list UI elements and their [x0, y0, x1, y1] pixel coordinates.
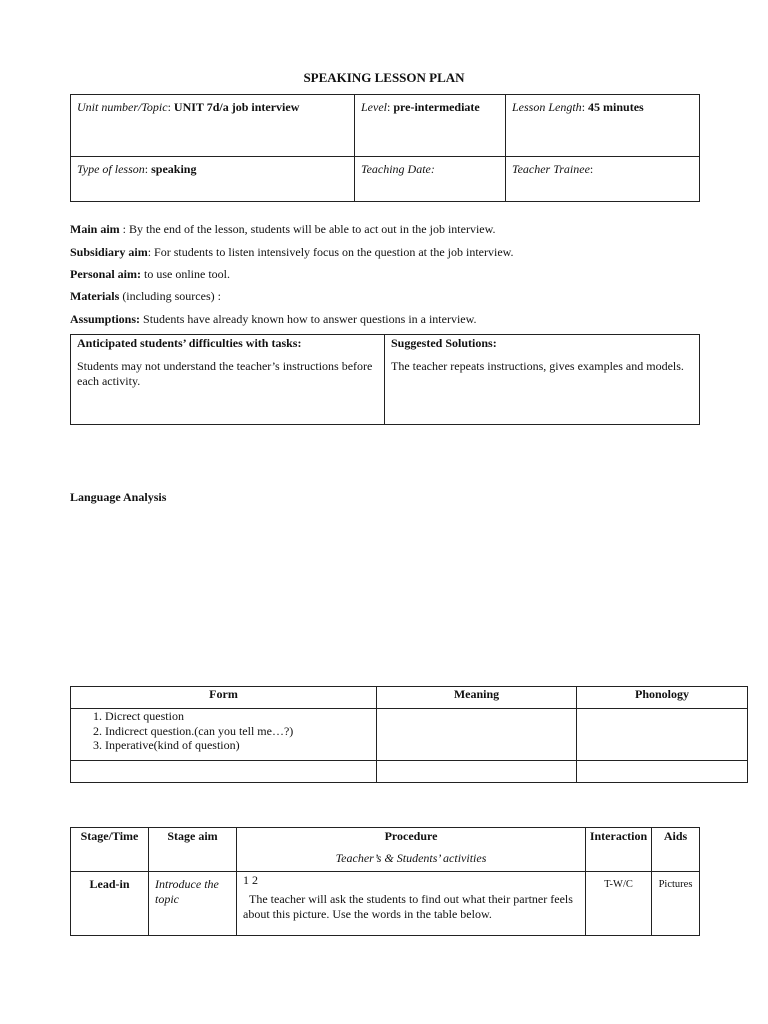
type-label: Type of lesson — [77, 162, 145, 176]
length-cell: Lesson Length: 45 minutes — [506, 95, 700, 157]
subsidiary-aim-text: : For students to listen intensively focus on the question at the job interview. — [147, 245, 514, 259]
form-cell — [71, 709, 377, 761]
stages-table — [70, 827, 700, 936]
trainee-cell: Teacher Trainee: — [506, 157, 700, 202]
list-item: 1. Dicrect question — [105, 709, 370, 724]
difficulties-table — [70, 334, 700, 425]
date-label: Teaching Date: — [361, 162, 435, 176]
aids-cell: Pictures — [652, 872, 700, 936]
empty-cell — [377, 761, 577, 783]
empty-cell — [71, 761, 377, 783]
procedure-cell — [237, 872, 586, 936]
subsidiary-aim-label: Subsidiary aim — [70, 245, 148, 259]
solutions-header: Suggested Solutions: — [391, 336, 497, 350]
main-aim — [70, 222, 496, 237]
phonology-header: Phonology — [577, 687, 748, 709]
date-cell — [355, 157, 506, 202]
assumptions — [70, 312, 477, 327]
interaction-header: Interaction — [586, 828, 652, 872]
procedure-subheader: Teacher’s & Students’ activities — [335, 851, 487, 865]
assumptions-text: Students have already known how to answer questions in a interview. — [140, 312, 477, 326]
main-aim-text: : By the end of the lesson, students will be able to act out in the job interview. — [119, 222, 496, 236]
main-aim-label: Main aim — [70, 222, 120, 236]
list-item: 3. Inperative(kind of question) — [105, 738, 370, 753]
materials-label: Materials — [70, 289, 120, 303]
aids-header: Aids — [652, 828, 700, 872]
empty-cell — [577, 761, 748, 783]
solutions-text: The teacher repeats instructions, gives examples and models. — [391, 359, 684, 373]
type-value: speaking — [151, 162, 197, 176]
unit-cell: Unit number/Topic: UNIT 7d/a job interview — [71, 95, 355, 157]
procedure-numbers: 1 2 — [243, 873, 258, 887]
meaning-header: Meaning — [377, 687, 577, 709]
stage-aim-header: Stage aim — [149, 828, 237, 872]
unit-value: UNIT 7d/a job interview — [173, 100, 300, 114]
assumptions-label: Assumptions: — [70, 312, 141, 326]
procedure-title: Procedure — [384, 829, 438, 843]
stage-aim-cell: Introduce the topic — [149, 872, 237, 936]
type-cell: Type of lesson: speaking — [71, 157, 355, 202]
language-analysis-heading: Language Analysis — [70, 490, 167, 504]
stage-time-header: Stage/Time — [71, 828, 149, 872]
level-label: Level — [361, 100, 387, 114]
list-item: 2. Indicrect question.(can you tell me…?) — [105, 724, 370, 739]
unit-label: Unit number/Topic — [77, 100, 168, 114]
stage-cell: Lead-in — [71, 872, 149, 936]
form-header: Form — [71, 687, 377, 709]
length-label: Lesson Length — [512, 100, 582, 114]
difficulties-cell — [71, 335, 385, 425]
lesson-header-table — [70, 94, 700, 202]
level-value: pre-intermediate — [393, 100, 480, 114]
meaning-cell — [377, 709, 577, 761]
personal-aim-text: to use online tool. — [141, 267, 230, 281]
procedure-text: The teacher will ask the students to find out what their partner feels about this picture. Use the words in the table below. — [243, 892, 573, 921]
materials — [70, 289, 221, 304]
procedure-header — [237, 828, 586, 872]
personal-aim — [70, 267, 230, 282]
length-value: 45 minutes — [588, 100, 644, 114]
difficulties-header: Anticipated students’ difficulties with tasks: — [77, 336, 302, 350]
level-cell: Level: pre-intermediate — [355, 95, 506, 157]
personal-aim-label: Personal aim: — [70, 267, 141, 281]
subsidiary-aim — [70, 245, 514, 260]
form-list — [77, 709, 370, 753]
difficulties-text: Students may not understand the teacher’s instructions before each activity. — [77, 359, 373, 388]
language-table — [70, 686, 748, 783]
phonology-cell — [577, 709, 748, 761]
page-title: SPEAKING LESSON PLAN — [303, 70, 465, 85]
trainee-label: Teacher Trainee — [512, 162, 590, 176]
solutions-cell — [385, 335, 700, 425]
materials-text: (including sources) : — [119, 289, 221, 303]
interaction-cell: T-W/C — [586, 872, 652, 936]
